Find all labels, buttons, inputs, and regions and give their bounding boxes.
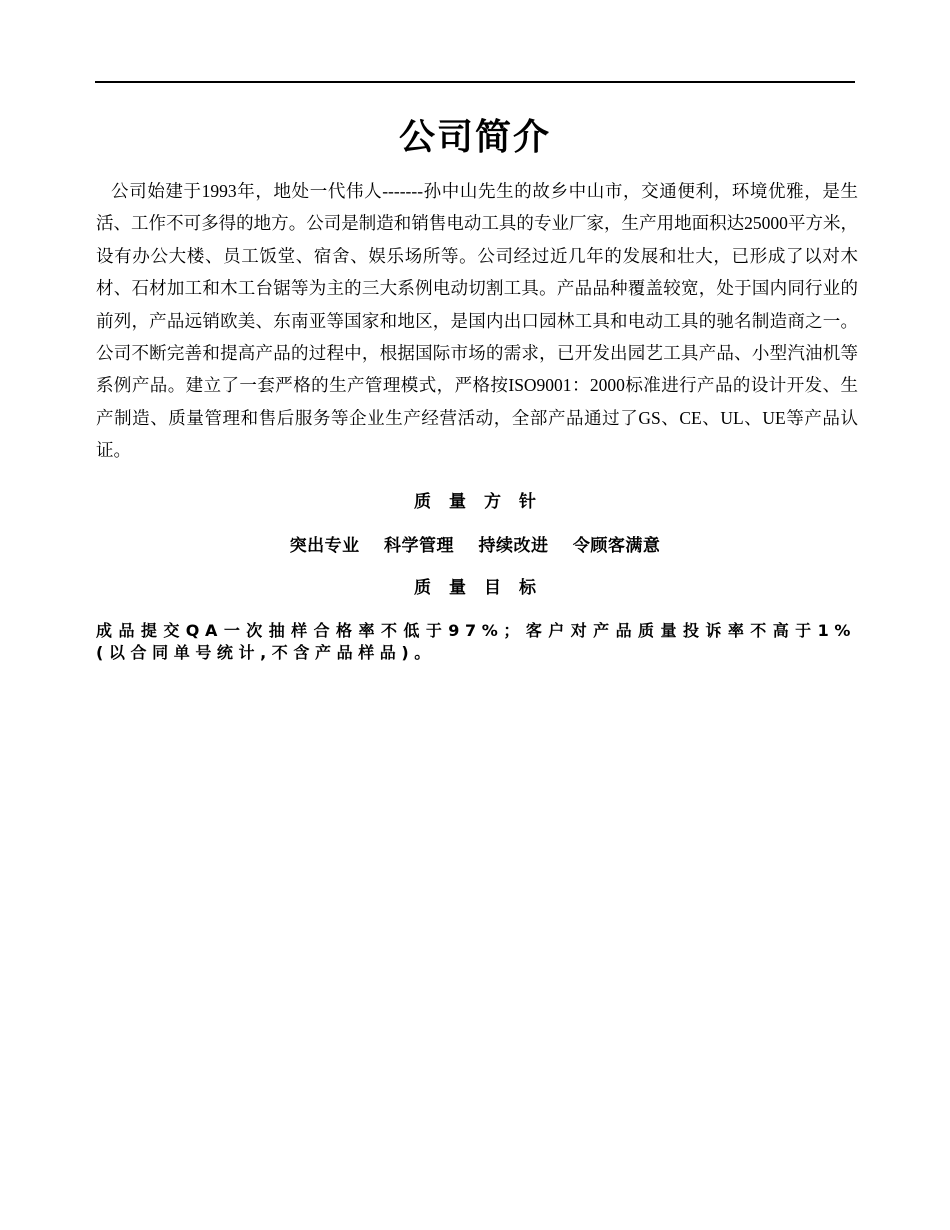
company-intro-paragraph: 公司始建于1993年，地处一代伟人-------孙中山先生的故乡中山市，交通便利，环境优雅，是生活、工作不可多得的地方。公司是制造和销售电动工具的专业厂家，生产用地面积达25000平方米，设有办公大楼、员工饭堂、宿舍、娱乐场所等。公司经过近几年的发展和壮大，已形成了以对木材、石材加工和木工台锯等为主的三大系例电动切割工具。产品品种覆盖较宽，处于国内同行业的前列，产品远销欧美、东南亚等国家和地区，是国内出口园林工具和电动工具的驰名制造商之一。公司不断完善和提高产品的过程中，根据国际市场的需求，已开发出园艺工具产品、小型汽油机等系例产品。建立了一套严格的生产管理模式，严格按ISO9001：2000标准进行产品的设计开发、生产制造、质量管理和售后服务等企业生产经营活动，全部产品通过了GS、CE、UL、UE等产品认证。: [96, 181, 858, 461]
page-title: 公司简介: [398, 116, 551, 158]
header-rule: [95, 81, 855, 83]
policy-item: 科学管理: [384, 536, 455, 556]
quality-policy-heading: 质量方针: [414, 492, 554, 512]
quality-target-text: 成品提交QA一次抽样合格率不低于97%；客户对产品质量投诉率不高于1%(以合同单号统计,不含产品样品)。: [96, 621, 856, 662]
quality-policy-statement: [95, 534, 855, 558]
policy-item: 持续改进: [478, 536, 549, 556]
policy-item: 突出专业: [289, 536, 360, 556]
quality-target-heading: 质量目标: [414, 578, 554, 598]
policy-item: 令顾客满意: [572, 536, 661, 556]
